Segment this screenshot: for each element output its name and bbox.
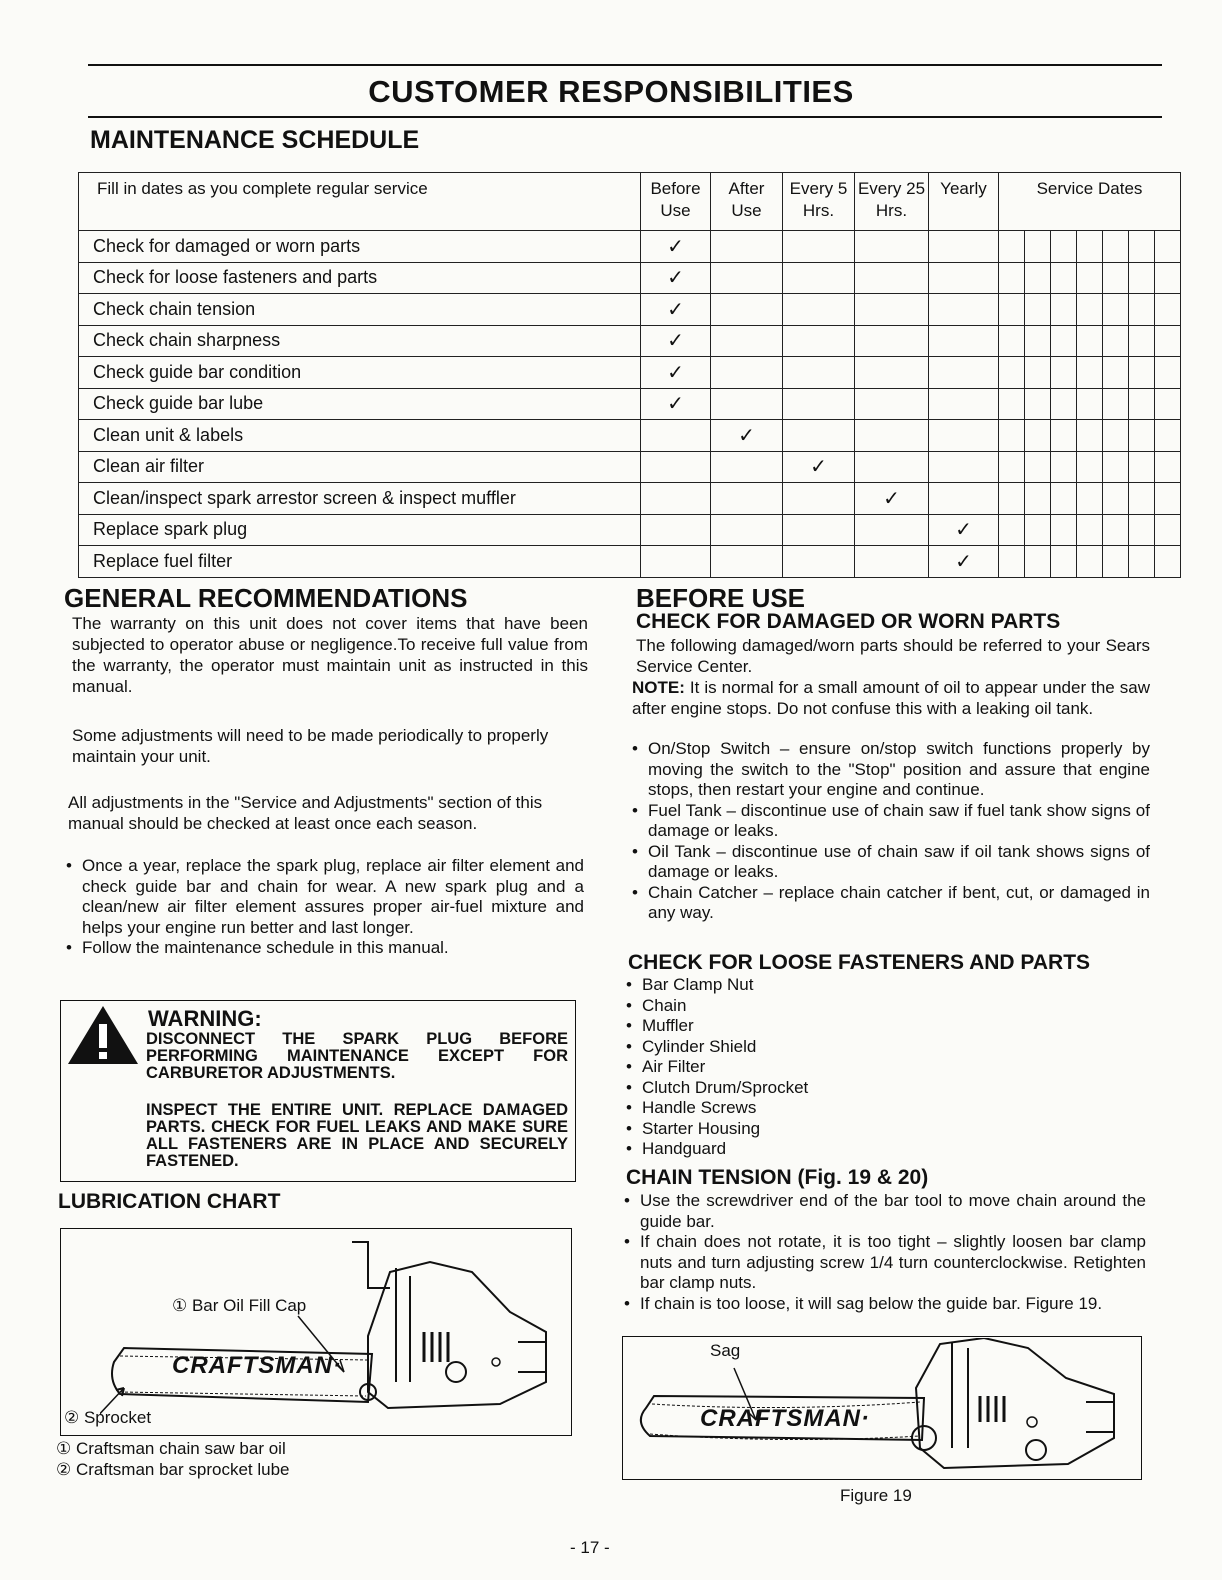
service-date-cell [1025, 451, 1051, 483]
list-item: • Starter Housing [624, 1119, 1024, 1140]
service-date-cell [1025, 262, 1051, 294]
subsection-title-damaged: CHECK FOR DAMAGED OR WORN PARTS [636, 610, 1061, 633]
callout-label: ② Sprocket [64, 1408, 152, 1427]
figure-label: Sag [710, 1341, 741, 1360]
schedule-cell [855, 294, 929, 326]
schedule-cell [711, 546, 783, 578]
subsection-title-loose: CHECK FOR LOOSE FASTENERS AND PARTS [628, 951, 1091, 974]
schedule-cell [855, 357, 929, 389]
maintenance-schedule-table [78, 172, 1181, 578]
service-date-cell [1129, 357, 1155, 389]
table-row [79, 294, 1181, 326]
schedule-cell [929, 420, 999, 452]
service-date-cell [1103, 325, 1129, 357]
list-item: • Air Filter [624, 1057, 1024, 1078]
schedule-cell [783, 420, 855, 452]
service-date-cell [1051, 483, 1077, 515]
service-date-cell [1129, 420, 1155, 452]
service-date-cell [1129, 294, 1155, 326]
service-date-cell [1051, 294, 1077, 326]
task-cell: Check for loose fasteners and parts [79, 262, 641, 294]
schedule-cell [711, 325, 783, 357]
page-title: CUSTOMER RESPONSIBILITIES [368, 74, 854, 109]
service-date-cell [1155, 420, 1181, 452]
check-mark: ✓ [641, 388, 711, 420]
damaged-bullets [630, 739, 1150, 924]
legend-item: ① Craftsman chain saw bar oil [56, 1439, 286, 1458]
schedule-cell [929, 262, 999, 294]
schedule-cell [929, 231, 999, 263]
service-date-cell [1077, 388, 1103, 420]
service-date-cell [999, 483, 1025, 515]
schedule-cell [855, 231, 929, 263]
service-date-cell [1077, 357, 1103, 389]
service-date-cell [1077, 546, 1103, 578]
list-item: • Follow the maintenance schedule in this manual. [64, 938, 584, 959]
check-mark: ✓ [641, 357, 711, 389]
task-cell: Replace spark plug [79, 514, 641, 546]
service-date-cell [1103, 388, 1129, 420]
table-row [79, 357, 1181, 389]
schedule-cell [711, 357, 783, 389]
table-header-row [79, 173, 1181, 231]
service-date-cell [1103, 483, 1129, 515]
schedule-cell [929, 325, 999, 357]
check-mark: ✓ [641, 294, 711, 326]
service-date-cell [1051, 231, 1077, 263]
general-paragraph: Some adjustments will need to be made periodically to properly maintain your unit. [72, 726, 549, 766]
table-row [79, 325, 1181, 357]
service-date-cell [1051, 388, 1077, 420]
schedule-cell [641, 420, 711, 452]
brand-logo: CRAFTSMAN· [700, 1405, 870, 1432]
schedule-cell [711, 294, 783, 326]
table-row [79, 420, 1181, 452]
service-date-cell [1103, 420, 1129, 452]
table-row [79, 262, 1181, 294]
table-row [79, 483, 1181, 515]
service-date-cell [1129, 514, 1155, 546]
service-date-cell [1155, 388, 1181, 420]
schedule-cell [855, 325, 929, 357]
check-mark: ✓ [641, 325, 711, 357]
schedule-cell [929, 357, 999, 389]
schedule-cell [929, 294, 999, 326]
section-title-maintenance: MAINTENANCE SCHEDULE [90, 126, 420, 154]
section-title-general: GENERAL RECOMMENDATIONS [64, 583, 468, 613]
schedule-cell [711, 483, 783, 515]
service-date-cell [1051, 357, 1077, 389]
service-date-cell [1025, 388, 1051, 420]
service-date-cell [1025, 357, 1051, 389]
schedule-cell [711, 451, 783, 483]
service-date-cell [1051, 262, 1077, 294]
service-date-cell [999, 357, 1025, 389]
service-date-cell [1129, 483, 1155, 515]
service-date-cell [999, 420, 1025, 452]
note-text: It is normal for a small amount of oil to appear under the saw after engine stops. Do not confuse this with a leaking oil tank. [632, 678, 1150, 718]
note-paragraph [632, 677, 1150, 719]
schedule-cell [711, 262, 783, 294]
service-date-cell [1025, 231, 1051, 263]
column-header: Fill in dates as you complete regular service [79, 173, 641, 231]
table-row [79, 231, 1181, 263]
service-date-cell [1129, 262, 1155, 294]
service-date-cell [999, 451, 1025, 483]
chainsaw-illustration [100, 1232, 566, 1430]
subsection-title-tension: CHAIN TENSION (Fig. 19 & 20) [626, 1166, 929, 1189]
check-mark: ✓ [929, 546, 999, 578]
service-date-cell [1025, 420, 1051, 452]
service-date-cell [999, 294, 1025, 326]
check-mark: ✓ [929, 514, 999, 546]
top-rule [88, 64, 1162, 66]
service-date-cell [1155, 514, 1181, 546]
list-item: • Clutch Drum/Sprocket [624, 1078, 1024, 1099]
task-cell: Check guide bar condition [79, 357, 641, 389]
service-date-cell [1103, 262, 1129, 294]
list-item: • On/Stop Switch – ensure on/stop switch functions properly by moving the switch to the "Stop" position and assure that engine stops, then restart your engine and continue. [630, 739, 1150, 801]
service-date-cell [1077, 420, 1103, 452]
column-header: After Use [711, 173, 783, 231]
service-date-cell [1129, 231, 1155, 263]
check-mark: ✓ [641, 231, 711, 263]
warning-text: DISCONNECT THE SPARK PLUG BEFORE PERFORMING MAINTENANCE EXCEPT FOR CARBURETOR ADJUSTMENTS. [146, 1030, 568, 1082]
service-date-cell [1077, 483, 1103, 515]
service-date-cell [1051, 451, 1077, 483]
table-row [79, 388, 1181, 420]
schedule-cell [711, 514, 783, 546]
service-date-cell [1103, 546, 1129, 578]
service-date-cell [1103, 357, 1129, 389]
service-date-cell [1129, 325, 1155, 357]
schedule-cell [783, 546, 855, 578]
service-date-cell [1155, 325, 1181, 357]
service-date-cell [1077, 514, 1103, 546]
schedule-cell [783, 294, 855, 326]
callout-label: ① Bar Oil Fill Cap [172, 1296, 307, 1315]
warning-title: WARNING: [148, 1006, 262, 1031]
section-title-lubrication: LUBRICATION CHART [58, 1190, 281, 1213]
service-date-cell [1129, 451, 1155, 483]
service-date-cell [1103, 451, 1129, 483]
check-mark: ✓ [711, 420, 783, 452]
table-row [79, 546, 1181, 578]
service-date-cell [1077, 262, 1103, 294]
general-paragraph: The warranty on this unit does not cover items that have been subjected to operator abuse or negligence.To receive full value from the warranty, the operator must maintain unit as instructed in this manual. [72, 614, 588, 696]
schedule-cell [855, 451, 929, 483]
table-row [79, 514, 1181, 546]
list-item: • Use the screwdriver end of the bar tool to move chain around the guide bar. [622, 1191, 1146, 1232]
service-date-cell [1155, 231, 1181, 263]
schedule-cell [929, 451, 999, 483]
schedule-cell [855, 388, 929, 420]
list-item: • Oil Tank – discontinue use of chain saw if oil tank shows signs of damage or leaks. [630, 842, 1150, 883]
schedule-cell [641, 546, 711, 578]
service-date-cell [1077, 325, 1103, 357]
table-row [79, 451, 1181, 483]
list-item: • Fuel Tank – discontinue use of chain saw if fuel tank show signs of damage or leaks. [630, 801, 1150, 842]
column-header: Yearly [929, 173, 999, 231]
schedule-cell [783, 357, 855, 389]
column-header: Before Use [641, 173, 711, 231]
list-item: • If chain is too loose, it will sag below the guide bar. Figure 19. [622, 1294, 1146, 1315]
schedule-cell [783, 262, 855, 294]
list-item: • Once a year, replace the spark plug, replace air filter element and check guide bar and chain for wear. A new spark plug and a clean/new air filter element assures proper air-fuel mixture and helps your engine run better and last longer. [64, 856, 584, 938]
note-label: NOTE: [632, 678, 685, 697]
service-date-cell [1155, 546, 1181, 578]
list-item: • Cylinder Shield [624, 1037, 1024, 1058]
service-date-cell [1129, 388, 1155, 420]
schedule-cell [855, 514, 929, 546]
title-rule [88, 116, 1162, 118]
service-date-cell [1155, 483, 1181, 515]
schedule-cell [783, 483, 855, 515]
service-date-cell [1077, 294, 1103, 326]
schedule-cell [641, 451, 711, 483]
service-date-cell [999, 325, 1025, 357]
task-cell: Clean/inspect spark arrestor screen & inspect muffler [79, 483, 641, 515]
schedule-cell [855, 546, 929, 578]
service-date-cell [1155, 357, 1181, 389]
schedule-cell [855, 420, 929, 452]
schedule-cell [929, 388, 999, 420]
service-date-cell [1103, 514, 1129, 546]
service-date-cell [1025, 294, 1051, 326]
check-mark: ✓ [783, 451, 855, 483]
page-number: - 17 - [570, 1538, 610, 1557]
service-date-cell [1051, 325, 1077, 357]
task-cell: Check chain sharpness [79, 325, 641, 357]
service-date-cell [1077, 451, 1103, 483]
column-header: Service Dates [999, 173, 1181, 231]
task-cell: Check chain tension [79, 294, 641, 326]
schedule-cell [855, 262, 929, 294]
service-date-cell [1051, 420, 1077, 452]
service-date-cell [999, 262, 1025, 294]
service-date-cell [1077, 231, 1103, 263]
service-date-cell [1025, 325, 1051, 357]
service-date-cell [1025, 483, 1051, 515]
list-item: • Bar Clamp Nut [624, 975, 1024, 996]
service-date-cell [1129, 546, 1155, 578]
schedule-cell [783, 388, 855, 420]
service-date-cell [999, 388, 1025, 420]
list-item: • Handle Screws [624, 1098, 1024, 1119]
list-item: • Chain Catcher – replace chain catcher if bent, cut, or damaged in any way. [630, 883, 1150, 924]
damaged-intro: The following damaged/worn parts should be referred to your Sears Service Center. [636, 636, 1150, 676]
list-item: • Muffler [624, 1016, 1024, 1037]
service-date-cell [1103, 294, 1129, 326]
service-date-cell [1155, 262, 1181, 294]
schedule-cell [641, 483, 711, 515]
schedule-cell [641, 514, 711, 546]
list-item: • If chain does not rotate, it is too tight – slightly loosen bar clamp nuts and turn adjusting screw 1/4 turn counterclockwise. Retighten bar clamp nuts. [622, 1232, 1146, 1294]
warning-text: INSPECT THE ENTIRE UNIT. REPLACE DAMAGED PARTS. CHECK FOR FUEL LEAKS AND MAKE SURE ALL FASTENERS ARE IN PLACE AND SECURELY FASTENED. [146, 1101, 568, 1170]
check-mark: ✓ [641, 262, 711, 294]
tension-bullets [622, 1191, 1146, 1314]
legend-item: ② Craftsman bar sprocket lube [56, 1460, 290, 1479]
service-date-cell [999, 514, 1025, 546]
schedule-cell [783, 325, 855, 357]
warning-icon [66, 1004, 140, 1066]
section-title-before-use: BEFORE USE [636, 583, 806, 613]
list-item: • Chain [624, 996, 1024, 1017]
task-cell: Clean unit & labels [79, 420, 641, 452]
brand-logo: CRAFTSMAN· [172, 1352, 342, 1379]
loose-parts-list [624, 975, 1024, 1160]
schedule-cell [929, 483, 999, 515]
service-date-cell [1155, 451, 1181, 483]
schedule-cell [711, 388, 783, 420]
service-date-cell [999, 231, 1025, 263]
column-header: Every 25 Hrs. [855, 173, 929, 231]
service-date-cell [1025, 514, 1051, 546]
task-cell: Replace fuel filter [79, 546, 641, 578]
schedule-cell [711, 231, 783, 263]
task-cell: Clean air filter [79, 451, 641, 483]
general-bullets [64, 856, 584, 959]
service-date-cell [999, 546, 1025, 578]
column-header: Every 5 Hrs. [783, 173, 855, 231]
service-date-cell [1025, 546, 1051, 578]
list-item: • Handguard [624, 1139, 1024, 1160]
schedule-cell [783, 514, 855, 546]
figure-caption: Figure 19 [840, 1486, 912, 1505]
task-cell: Check for damaged or worn parts [79, 231, 641, 263]
service-date-cell [1051, 514, 1077, 546]
service-date-cell [1155, 294, 1181, 326]
task-cell: Check guide bar lube [79, 388, 641, 420]
general-paragraph: All adjustments in the "Service and Adjustments" section of this manual should be checked at least once each season. [68, 793, 543, 833]
schedule-cell [783, 231, 855, 263]
service-date-cell [1103, 231, 1129, 263]
check-mark: ✓ [855, 483, 929, 515]
service-date-cell [1051, 546, 1077, 578]
